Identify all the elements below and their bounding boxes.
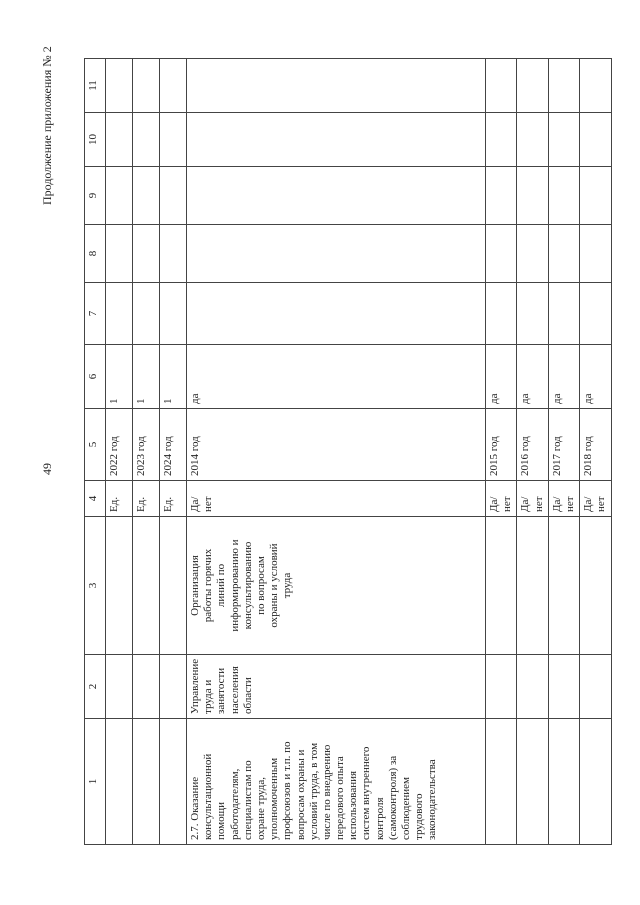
table-cell	[133, 59, 160, 113]
table-cell	[106, 225, 133, 283]
table-row	[486, 59, 517, 845]
year-cell: 2024 год	[160, 409, 187, 481]
table-cell	[517, 655, 548, 719]
unit-cell: Да/ нет	[548, 481, 579, 517]
table-row	[517, 59, 548, 845]
header-cell: 6	[85, 345, 106, 409]
table-cell	[517, 225, 548, 283]
table-cell	[133, 225, 160, 283]
table-cell	[187, 283, 486, 345]
table-cell	[548, 113, 579, 167]
table-cell	[133, 283, 160, 345]
continuation-label: Продолжение приложения № 2	[40, 46, 54, 205]
table-cell	[160, 167, 187, 225]
unit-cell: Да/ нет	[486, 481, 517, 517]
table-cell	[548, 655, 579, 719]
table-cell	[160, 655, 187, 719]
value-cell: да	[517, 345, 548, 409]
table-cell	[133, 113, 160, 167]
header-cell: 1	[85, 719, 106, 845]
table-cell	[133, 167, 160, 225]
table-cell	[517, 719, 548, 845]
table-cell	[486, 167, 517, 225]
year-cell: 2014 год	[187, 409, 486, 481]
value-cell: да	[486, 345, 517, 409]
table-cell	[133, 719, 160, 845]
responsible-executor: Управление труда и занятости населения области	[187, 655, 486, 719]
table-cell	[106, 167, 133, 225]
unit-cell: Ед.	[133, 481, 160, 517]
page-number: 49	[40, 463, 54, 475]
table-row	[548, 59, 579, 845]
table-cell	[106, 283, 133, 345]
table-cell	[580, 59, 611, 113]
table-cell	[548, 719, 579, 845]
table-cell	[106, 113, 133, 167]
table-cell	[486, 225, 517, 283]
table-cell	[517, 113, 548, 167]
table-cell	[160, 283, 187, 345]
header-cell: 4	[85, 481, 106, 517]
table-cell	[548, 59, 579, 113]
table-cell	[106, 655, 133, 719]
table-cell	[106, 719, 133, 845]
table-cell	[517, 59, 548, 113]
table-cell	[160, 225, 187, 283]
table-cell	[580, 517, 611, 655]
header-row	[85, 59, 106, 845]
table-cell	[548, 225, 579, 283]
year-cell: 2017 год	[548, 409, 579, 481]
table-row	[106, 59, 133, 845]
table-row	[160, 59, 187, 845]
value-cell: 1	[133, 345, 160, 409]
table-cell	[486, 719, 517, 845]
table-cell	[160, 113, 187, 167]
measure-row	[187, 59, 486, 845]
table-cell	[133, 517, 160, 655]
table-cell	[486, 655, 517, 719]
table-cell	[486, 283, 517, 345]
unit-cell: Ед.	[106, 481, 133, 517]
table-cell	[580, 225, 611, 283]
year-cell: 2018 год	[580, 409, 611, 481]
year-cell: 2022 год	[106, 409, 133, 481]
unit-cell: Ед.	[160, 481, 187, 517]
value-cell: да	[580, 345, 611, 409]
unit-cell: Да/ нет	[580, 481, 611, 517]
table-cell	[548, 517, 579, 655]
table-cell	[187, 59, 486, 113]
table-cell	[517, 283, 548, 345]
year-cell: 2023 год	[133, 409, 160, 481]
table-cell	[187, 167, 486, 225]
table-cell	[106, 517, 133, 655]
table-cell	[486, 113, 517, 167]
table-cell	[517, 517, 548, 655]
value-cell: 1	[106, 345, 133, 409]
header-cell: 9	[85, 167, 106, 225]
header-cell: 11	[85, 59, 106, 113]
table-cell	[160, 517, 187, 655]
table-cell	[580, 719, 611, 845]
header-cell: 10	[85, 113, 106, 167]
table-cell	[133, 655, 160, 719]
value-cell: да	[187, 345, 486, 409]
table-cell	[580, 113, 611, 167]
table-cell	[548, 167, 579, 225]
table-cell	[187, 225, 486, 283]
table-row	[133, 59, 160, 845]
table-cell	[548, 283, 579, 345]
header-cell: 7	[85, 283, 106, 345]
table-cell	[160, 59, 187, 113]
table-cell	[187, 113, 486, 167]
header-cell: 5	[85, 409, 106, 481]
table-cell	[580, 655, 611, 719]
unit-cell: Да/ нет	[187, 481, 486, 517]
table-cell	[160, 719, 187, 845]
value-cell: 1	[160, 345, 187, 409]
table-cell	[580, 167, 611, 225]
header-cell: 3	[85, 517, 106, 655]
indicator-name: Организация работы горячих линий по информированию и консультированию по вопросам охраны и условий труда	[187, 517, 486, 655]
header-cell: 8	[85, 225, 106, 283]
table-row	[580, 59, 611, 845]
unit-cell: Да/ нет	[517, 481, 548, 517]
table-cell	[486, 517, 517, 655]
plan-table	[84, 58, 612, 845]
year-cell: 2015 год	[486, 409, 517, 481]
value-cell: да	[548, 345, 579, 409]
year-cell: 2016 год	[517, 409, 548, 481]
table-cell	[106, 59, 133, 113]
table-cell	[517, 167, 548, 225]
table-cell	[486, 59, 517, 113]
measure-description: 2.7. Оказание консультационной помощи работодателям, специалистам по охране труда, уполномоченным профсоюзов и т.п. по вопросам охраны и условий труда, в том числе по внедрению передового опыта использования систем внутреннего контроля (самоконтроля) за соблюдением трудового законодательства	[187, 719, 486, 845]
table-cell	[580, 283, 611, 345]
header-cell: 2	[85, 655, 106, 719]
